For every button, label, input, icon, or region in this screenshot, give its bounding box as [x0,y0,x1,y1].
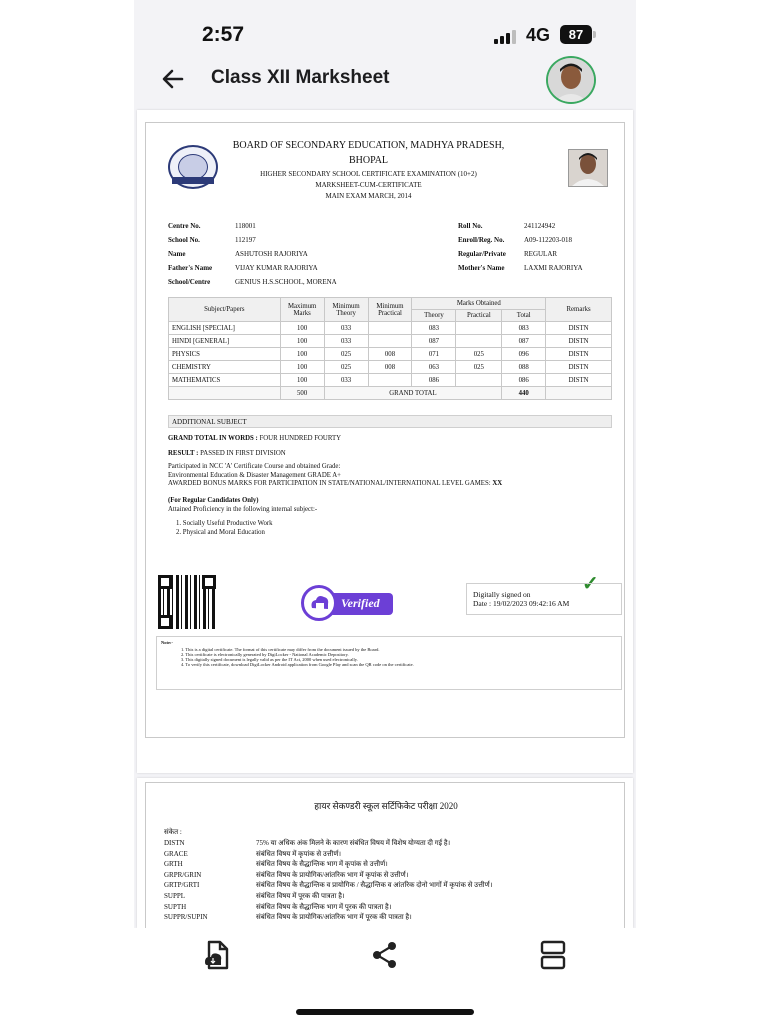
col-min-theory: Minimum Theory [324,298,368,322]
table-row [169,322,612,335]
cell-min-theory: 025 [324,361,368,374]
cell-total: 087 [502,335,546,348]
cell-min-practical: 008 [368,348,412,361]
abbr-code: GRACE [164,849,188,858]
board-header: BOARD OF SECONDARY EDUCATION, MADHYA PRADESH, BHOPAL [232,140,505,166]
centre-no-value: 118001 [235,222,256,230]
cell-subject: HINDI [GENERAL] [169,335,281,348]
school-centre-label: School/Centre [168,278,211,286]
note-3: 3. This digitally signed document is legally valid as per the IT Act, 2000 when used electronically. [181,657,358,662]
cell-total: 086 [502,374,546,387]
result: RESULT : PASSED IN FIRST DIVISION [168,450,286,457]
cell-remarks: DISTN [546,348,612,361]
grand-total-words: GRAND TOTAL IN WORDS : FOUR HUNDRED FOURTY [168,435,342,442]
cell-theory: 087 [412,335,456,348]
cell-max: 100 [280,322,324,335]
abbr-code: GRPR/GRIN [164,870,202,879]
home-indicator[interactable] [296,1009,474,1015]
abbr-description: संबंधित विषय के सैद्धान्तिक भाग में पूरक की पात्रता है। [256,902,392,911]
abbr-code: DISTN [164,839,185,847]
grand-total-row [169,387,612,400]
battery-icon: 87 [560,25,592,44]
abbr-code: SUPPL [164,892,186,900]
status-bar [134,0,636,60]
back-button[interactable] [158,64,188,94]
network-type: 4G [526,25,551,45]
table-row [169,335,612,348]
cell-min-practical [368,374,412,387]
cell-min-theory: 033 [324,335,368,348]
name-label: Name [168,250,186,258]
abbr-description: 75% या अधिक अंक मिलने के कारण संबंधित विषय में विशेष योग्यता दी गई है। [256,839,451,847]
page2-title: हायर सेकण्डरी स्कूल सर्टिफिकेट परीक्षा 2020 [314,801,458,811]
cell-subject: ENGLISH [SPECIAL] [169,322,281,335]
cell-min-practical [368,322,412,335]
checkmark-icon: ✓ [582,573,599,595]
cell-min-theory: 033 [324,374,368,387]
school-no-value: 112197 [235,236,256,244]
enroll-no-label: Enroll/Reg. No. [458,236,505,244]
page-title: Class XII Marksheet [211,67,390,88]
app-bar [134,52,636,108]
abbr-description: संबंधित विषय के प्रायोगिक/आंतरिक भाग में पूरक की पात्रता है। [256,913,412,922]
marksheet-page [137,110,633,773]
abbr-label: संकेत : [164,828,182,836]
enroll-no-value: A09-112203-018 [524,236,572,244]
roll-no-value: 241124942 [524,222,556,230]
cell-min-practical [368,335,412,348]
verified-label: Verified [329,593,393,615]
cell-theory: 083 [412,322,456,335]
regular-private-label: Regular/Private [458,250,506,258]
cell-practical [456,335,502,348]
cell-max: 100 [280,374,324,387]
share-icon [368,938,402,972]
cell-theory: 071 [412,348,456,361]
exam-header: HIGHER SECONDARY SCHOOL CERTIFICATE EXAMINATION (10+2) MARKSHEET-CUM-CERTIFICATE MAIN EXAM MARCH, 2014 [260,170,477,200]
marksheet-document [145,122,625,738]
table-row [169,348,612,361]
cell-max: 100 [280,335,324,348]
download-button[interactable] [200,938,234,972]
cell-theory: 086 [412,374,456,387]
cell-practical: 025 [456,361,502,374]
cell-subject: PHYSICS [169,348,281,361]
cell-remarks: DISTN [546,322,612,335]
cell-subject: MATHEMATICS [169,374,281,387]
marks-table [168,297,612,400]
total-max: 500 [280,387,324,400]
grand-total-value: 440 [502,387,546,400]
ncc-info: Participated in NCC 'A' Certificate Course and obtained Grade: Environmental Education & Disaster Management GRADE A+ AWARDED BONUS MARKS FOR PARTICIPATION IN STATE/NATIONAL/INTERNATIONAL LEVEL GAMES: XX [168,463,503,487]
cell-subject: CHEMISTRY [169,361,281,374]
cell-min-theory: 033 [324,322,368,335]
bottom-toolbar [134,928,636,1024]
document-download-icon [200,938,234,972]
page-view-button[interactable] [536,938,570,972]
abbr-description: संबंधित विषय में पूरक की पात्रता है। [256,892,345,900]
phone-screen [134,0,636,1024]
notes-box [156,636,622,690]
internal-subjects: 1. Socially Useful Productive Work 2. Physical and Moral Education [176,520,273,536]
centre-no-label: Centre No. [168,222,201,230]
col-min-practical: Minimum Practical [368,298,412,322]
cell-practical [456,322,502,335]
abbr-description: संबंधित विषय में कृपांक से उत्तीर्ण। [256,849,342,858]
abbr-description: संबंधित विषय के सैद्धान्तिक व प्रायोगिक / सैद्धान्तिक व आंतरिक दोनो भागों में कृपांक से उत्तीर्ण। [256,881,493,890]
cell-remarks: DISTN [546,361,612,374]
share-button[interactable] [368,938,402,972]
father-name-value: VIJAY KUMAR RAJORIYA [235,264,318,272]
note-4: 4. To verify this certificate, download DigiLocker Android application from Google Play and scan the QR code on the certificate. [181,662,414,667]
abbreviations-document [145,782,625,928]
person-icon [548,58,594,102]
abbr-code: GRTH [164,860,183,869]
board-logo [168,145,218,189]
mother-name-label: Mother's Name [458,264,505,272]
cell-max: 100 [280,361,324,374]
mother-name-value: LAXMI RAJORIYA [524,264,583,272]
cell-total: 096 [502,348,546,361]
digital-signature: Digitally signed on Date : 19/02/2023 09:42:16 AM [466,583,622,615]
col-practical: Practical [456,310,502,322]
cellular-signal-icon [494,30,518,44]
abbr-description: संबंधित विषय के प्रायोगिक/आंतरिक भाग में कृपांक से उत्तीर्ण। [256,870,409,879]
col-theory: Theory [412,310,456,322]
regular-private-value: REGULAR [524,250,558,258]
note-label: Note:- [161,640,173,645]
cell-remarks: DISTN [546,335,612,348]
school-centre-value: GENIUS H.S.SCHOOL, MORENA [235,278,337,286]
cell-max: 100 [280,348,324,361]
roll-no-label: Roll No. [458,222,483,230]
abbreviations-page [137,778,633,928]
school-no-label: School No. [168,236,200,244]
grand-total-label: GRAND TOTAL [324,387,502,400]
page-view-icon [536,938,570,972]
abbr-code: SUPTH [164,902,187,911]
name-value: ASHUTOSH RAJORIYA [235,250,308,258]
col-obtained: Marks Obtained [412,298,546,310]
cell-theory: 063 [412,361,456,374]
cell-min-theory: 025 [324,348,368,361]
digilocker-icon [301,585,337,621]
col-subject: Subject/Papers [169,298,281,322]
battery-tip [593,31,596,38]
abbr-code: GRTP/GRTI [164,881,200,890]
regular-candidates: (For Regular Candidates Only) Attained Proficiency in the following internal subject:- [168,497,318,513]
note-2: 2. This certificate is electronically generated by DigiLocker - National Academic Depository. [181,652,349,657]
digilocker-verified-badge [301,585,393,621]
cell-min-practical: 008 [368,361,412,374]
avatar[interactable] [546,56,596,104]
col-remarks: Remarks [546,298,612,322]
student-photo [568,149,608,187]
table-row [169,374,612,387]
father-name-label: Father's Name [168,264,213,272]
additional-subject: ADDITIONAL SUBJECT [168,415,612,428]
table-row [169,361,612,374]
col-max: Maximum Marks [280,298,324,322]
cell-remarks: DISTN [546,374,612,387]
cell-practical [456,374,502,387]
arrow-left-icon [158,64,188,94]
col-total: Total [502,310,546,322]
cell-practical: 025 [456,348,502,361]
qr-code [158,575,216,629]
cell-total: 083 [502,322,546,335]
abbr-description: संबंधित विषय के सैद्धान्तिक भाग में कृपांक से उत्तीर्ण। [256,860,388,869]
abbr-code: SUPPR/SUPIN [164,913,208,922]
note-1: 1. This is a digital certificate. The format of this certificate may differ from the document issued by the Board. [181,647,380,652]
status-time: 2:57 [202,23,245,46]
cell-total: 088 [502,361,546,374]
